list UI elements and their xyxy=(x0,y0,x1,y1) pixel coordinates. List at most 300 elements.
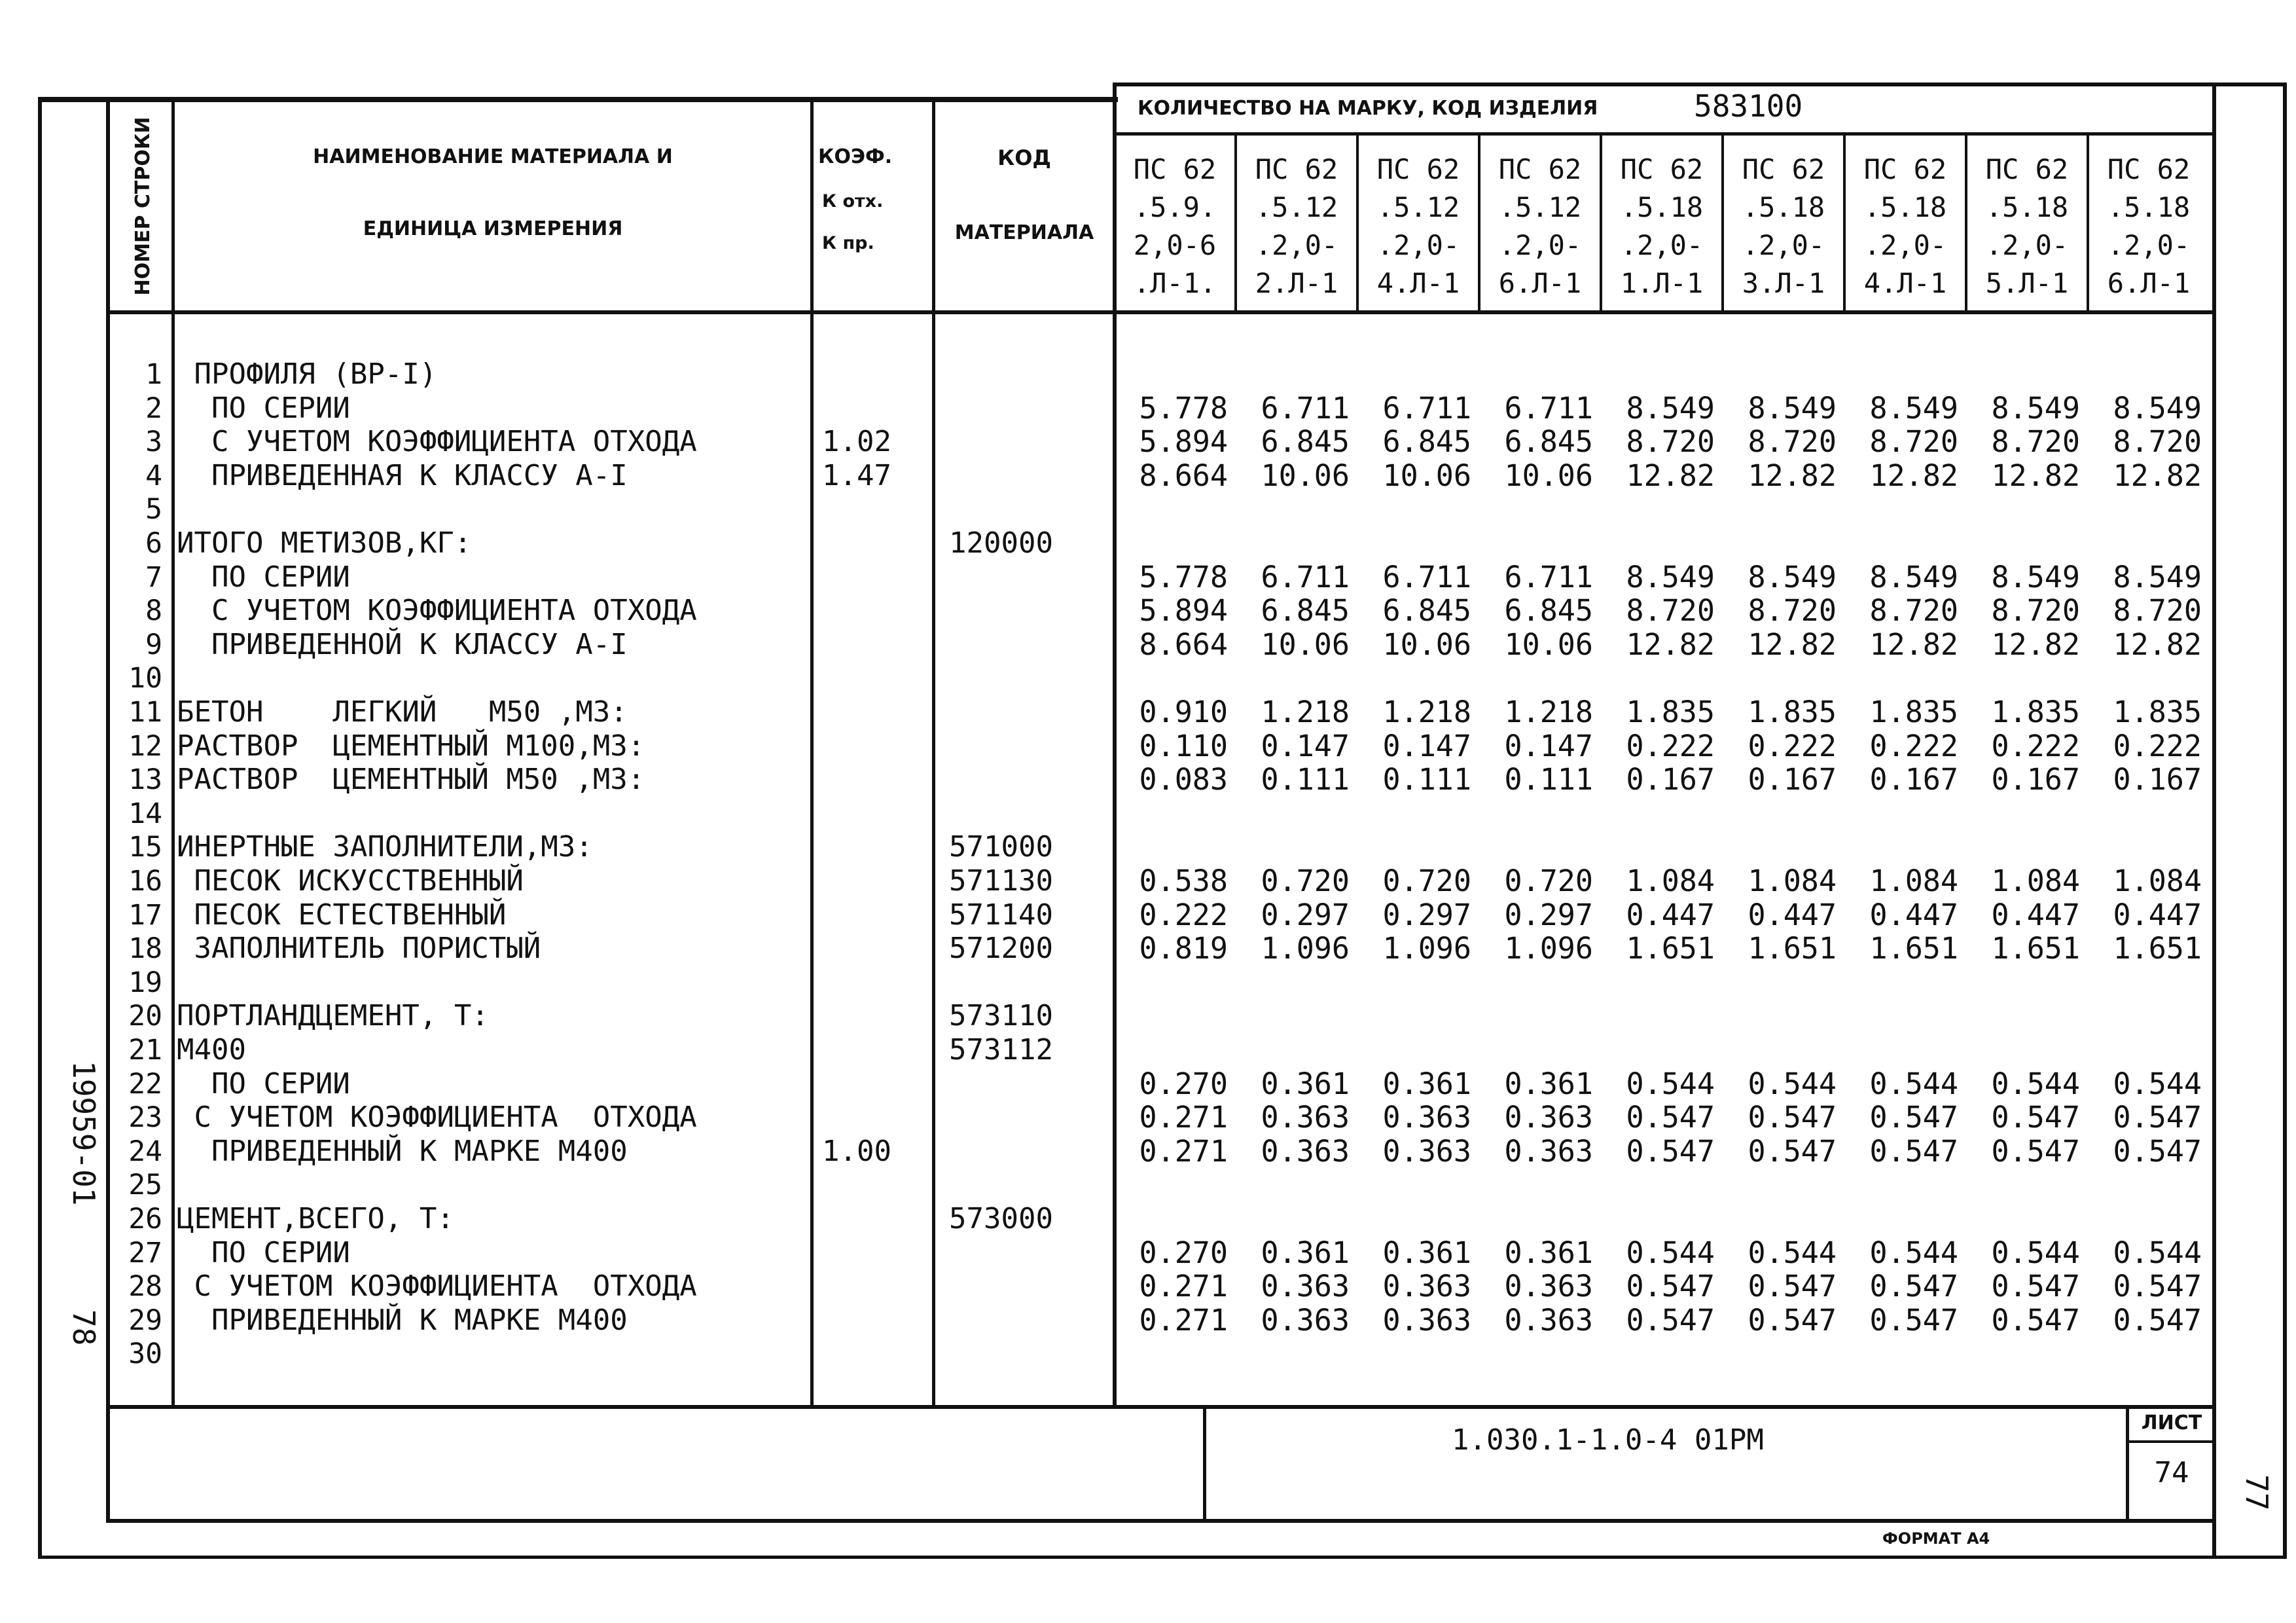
product-header-line: .2,0- xyxy=(1863,229,1947,261)
product-header-line: .2,0- xyxy=(1376,229,1460,261)
row-value: 0.222 xyxy=(2113,729,2202,763)
row-value: 1.096 xyxy=(1261,931,1350,966)
row-number: 30 xyxy=(128,1338,162,1370)
row-value: 10.06 xyxy=(1261,627,1350,662)
row-value: 0.111 xyxy=(1504,762,1593,797)
frame-top-left-stroke xyxy=(38,97,1118,102)
row-value: 6.711 xyxy=(1382,560,1471,594)
product-header-line: .5.18 xyxy=(1863,191,1947,223)
product-header-line: ПС 62 xyxy=(2107,153,2191,185)
row-value: 0.547 xyxy=(1626,1134,1715,1169)
quantity-label-underline xyxy=(1115,132,2215,136)
row-value: 0.363 xyxy=(1382,1303,1471,1338)
product-header-line: ПС 62 xyxy=(1620,153,1704,185)
row-number: 26 xyxy=(128,1203,162,1235)
row-value: 1.096 xyxy=(1382,931,1471,966)
product-header-line: ПС 62 xyxy=(1985,153,2069,185)
row-number: 16 xyxy=(128,865,162,898)
col-divider-coef xyxy=(810,102,814,1408)
row-value: 0.222 xyxy=(1991,729,2080,763)
row-name: ПРИВЕДЕННЫЙ К МАРКЕ М400 xyxy=(177,1135,628,1168)
row-value: 0.547 xyxy=(1869,1269,1958,1304)
row-material-code: 571140 xyxy=(949,898,1053,932)
row-value: 0.222 xyxy=(1139,898,1228,932)
row-value: 1.835 xyxy=(1748,695,1837,729)
row-value: 0.361 xyxy=(1382,1067,1471,1101)
row-value: 0.222 xyxy=(1748,729,1837,763)
row-number: 13 xyxy=(128,763,162,796)
product-header-line: .2,0- xyxy=(1742,229,1825,261)
row-value: 0.222 xyxy=(1626,729,1715,763)
row-value: 0.111 xyxy=(1382,762,1471,797)
row-number: 3 xyxy=(145,426,162,458)
row-value: 8.720 xyxy=(1626,424,1715,459)
row-value: 8.549 xyxy=(1991,560,2080,594)
row-value: 0.547 xyxy=(1869,1100,1958,1135)
prod-divider-8 xyxy=(2087,134,2089,312)
row-value: 12.82 xyxy=(2113,627,2202,662)
row-name: С УЧЕТОМ КОЭФФИЦИЕНТА ОТХОДА xyxy=(177,594,697,627)
code-header-line1: КОД xyxy=(997,145,1051,170)
row-name: ПО СЕРИИ xyxy=(177,560,350,594)
row-value: 0.167 xyxy=(1991,762,2080,797)
row-value: 8.549 xyxy=(1869,560,1958,594)
format-label: ФОРМАТ А4 xyxy=(1882,1529,1990,1548)
row-value: 0.271 xyxy=(1139,1100,1228,1135)
row-name: ИНЕРТНЫЕ ЗАПОЛНИТЕЛИ,М3: xyxy=(177,830,593,864)
row-number: 19 xyxy=(128,966,162,999)
row-value: 6.711 xyxy=(1261,391,1350,426)
row-value: 0.544 xyxy=(2113,1235,2202,1270)
row-value: 0.270 xyxy=(1139,1067,1228,1101)
row-value: 1.835 xyxy=(1869,695,1958,729)
row-value: 5.894 xyxy=(1139,424,1228,459)
side-number-left-bottom: 78 xyxy=(66,1309,101,1346)
col-divider-code xyxy=(932,102,935,1408)
product-code: 583100 xyxy=(1694,88,1803,124)
row-number: 25 xyxy=(128,1169,162,1201)
row-number: 14 xyxy=(128,797,162,830)
row-value: 6.845 xyxy=(1261,593,1350,628)
product-header-line: ПС 62 xyxy=(1863,153,1947,185)
row-value: 8.549 xyxy=(2113,391,2202,426)
row-value: 8.720 xyxy=(1748,424,1837,459)
row-value: 10.06 xyxy=(1382,627,1471,662)
row-value: 0.544 xyxy=(1748,1235,1837,1270)
row-value: 0.547 xyxy=(1991,1134,2080,1169)
row-value: 6.845 xyxy=(1382,424,1471,459)
header-bottom-rule xyxy=(106,310,2215,314)
row-number: 5 xyxy=(145,493,162,526)
row-value: 8.549 xyxy=(1626,560,1715,594)
product-header-line: .2,0- xyxy=(1498,229,1582,261)
row-value: 1.835 xyxy=(1991,695,2080,729)
row-value: 1.651 xyxy=(1626,931,1715,966)
row-value: 0.361 xyxy=(1261,1235,1350,1270)
row-number: 2 xyxy=(145,392,162,425)
row-material-code: 573112 xyxy=(949,1033,1053,1067)
product-header-line: .5.18 xyxy=(2107,191,2191,223)
row-name: С УЧЕТОМ КОЭФФИЦИЕНТА ОТХОДА xyxy=(177,1269,697,1303)
product-header-line: 3.Л-1 xyxy=(1742,267,1825,299)
row-coefficient: 1.02 xyxy=(822,425,891,458)
product-header-line: .5.9. xyxy=(1133,191,1217,223)
product-header-line: .2,0- xyxy=(1255,229,1338,261)
row-material-code: 571130 xyxy=(949,864,1053,898)
row-value: 0.720 xyxy=(1504,864,1593,898)
row-value: 0.167 xyxy=(1869,762,1958,797)
row-name: С УЧЕТОМ КОЭФФИЦИЕНТА ОТХОДА xyxy=(177,1101,697,1134)
row-coefficient: 1.47 xyxy=(822,459,891,492)
row-value: 12.82 xyxy=(2113,458,2202,493)
row-number: 21 xyxy=(128,1034,162,1067)
product-header-9 xyxy=(2090,151,2207,302)
row-value: 0.111 xyxy=(1261,762,1350,797)
product-header-2 xyxy=(1238,151,1355,302)
frame-right-outer xyxy=(2283,82,2287,1558)
row-value: 0.363 xyxy=(1504,1269,1593,1304)
row-number: 10 xyxy=(128,662,162,695)
row-value: 6.711 xyxy=(1261,560,1350,594)
product-header-7 xyxy=(1847,151,1964,302)
code-header-line2: МАТЕРИАЛА xyxy=(954,221,1094,244)
material-name-header-line2: ЕДИНИЦА ИЗМЕРЕНИЯ xyxy=(363,217,623,240)
row-value: 1.084 xyxy=(1748,864,1837,898)
row-value: 1.084 xyxy=(1626,864,1715,898)
col-divider-name xyxy=(171,102,175,1408)
row-coefficient: 1.00 xyxy=(822,1135,891,1168)
row-value: 1.835 xyxy=(2113,695,2202,729)
frame-right-inner xyxy=(2212,85,2216,1558)
row-value: 0.297 xyxy=(1382,898,1471,932)
row-value: 8.720 xyxy=(2113,593,2202,628)
product-header-line: 2.Л-1 xyxy=(1255,267,1338,299)
row-value: 8.720 xyxy=(2113,424,2202,459)
row-material-code: 120000 xyxy=(949,526,1053,560)
row-value: 8.720 xyxy=(1626,593,1715,628)
row-name: С УЧЕТОМ КОЭФФИЦИЕНТА ОТХОДА xyxy=(177,425,697,458)
row-value: 0.361 xyxy=(1382,1235,1471,1270)
stamp-bottom-rule xyxy=(106,1519,2215,1523)
row-value: 1.651 xyxy=(2113,931,2202,966)
product-header-line: .5.12 xyxy=(1498,191,1582,223)
row-value: 10.06 xyxy=(1261,458,1350,493)
row-name: ПОРТЛАНДЦЕМЕНТ, Т: xyxy=(177,999,489,1032)
row-value: 1.084 xyxy=(1869,864,1958,898)
row-number: 17 xyxy=(128,899,162,932)
product-header-line: .5.18 xyxy=(1742,191,1825,223)
row-value: 6.711 xyxy=(1504,560,1593,594)
prod-divider-1 xyxy=(1234,134,1237,312)
row-value: 0.363 xyxy=(1382,1134,1471,1169)
prod-divider-5 xyxy=(1721,134,1724,312)
row-value: 0.547 xyxy=(1869,1303,1958,1338)
row-value: 8.549 xyxy=(1869,391,1958,426)
row-value: 10.06 xyxy=(1504,458,1593,493)
row-value: 0.363 xyxy=(1261,1100,1350,1135)
product-header-line: .5.12 xyxy=(1255,191,1338,223)
row-value: 0.544 xyxy=(1991,1067,2080,1101)
row-value: 1.835 xyxy=(1626,695,1715,729)
row-value: 0.544 xyxy=(1626,1067,1715,1101)
product-header-4 xyxy=(1482,151,1598,302)
side-number-left: 19959-01 xyxy=(66,1061,101,1206)
row-value: 0.544 xyxy=(1748,1067,1837,1101)
product-header-line: 1.Л-1 xyxy=(1620,267,1704,299)
frame-left-outer xyxy=(38,97,42,1558)
row-number: 24 xyxy=(128,1135,162,1168)
row-value: 0.547 xyxy=(1748,1303,1837,1338)
row-value: 12.82 xyxy=(1991,458,2080,493)
row-number: 12 xyxy=(128,730,162,763)
row-value: 0.547 xyxy=(1748,1134,1837,1169)
row-value: 0.147 xyxy=(1504,729,1593,763)
row-value: 0.361 xyxy=(1504,1235,1593,1270)
row-value: 0.544 xyxy=(1869,1067,1958,1101)
product-header-line: ПС 62 xyxy=(1742,153,1825,185)
row-name: РАСТВОР ЦЕМЕНТНЫЙ М50 ,М3: xyxy=(177,763,645,796)
product-header-line: ПС 62 xyxy=(1376,153,1460,185)
row-value: 1.651 xyxy=(1991,931,2080,966)
row-value: 0.363 xyxy=(1382,1269,1471,1304)
row-value: 0.271 xyxy=(1139,1134,1228,1169)
row-value: 0.447 xyxy=(1748,898,1837,932)
row-name: ПРОФИЛЯ (ВР-I) xyxy=(177,357,437,391)
row-name: ПО СЕРИИ xyxy=(177,1067,350,1101)
row-value: 1.096 xyxy=(1504,931,1593,966)
row-value: 8.549 xyxy=(1626,391,1715,426)
row-value: 0.297 xyxy=(1504,898,1593,932)
product-header-8 xyxy=(1969,151,2085,302)
product-header-line: .5.18 xyxy=(1620,191,1704,223)
row-name: ПРИВЕДЕННОЙ К КЛАССУ А-I xyxy=(177,628,628,661)
row-number: 15 xyxy=(128,831,162,864)
row-value: 8.549 xyxy=(1991,391,2080,426)
coef-header-line2: К отх. xyxy=(822,191,884,211)
row-value: 12.82 xyxy=(1626,627,1715,662)
row-number: 20 xyxy=(128,1000,162,1032)
row-value: 0.361 xyxy=(1504,1067,1593,1101)
row-value: 8.549 xyxy=(1748,391,1837,426)
row-value: 10.06 xyxy=(1504,627,1593,662)
frame-bottom-outer xyxy=(38,1556,2287,1559)
side-number-right: 77 xyxy=(2239,1474,2274,1511)
row-value: 8.720 xyxy=(1869,593,1958,628)
product-header-line: .5.12 xyxy=(1376,191,1460,223)
row-number: 29 xyxy=(128,1304,162,1337)
row-name: ПЕСОК ИСКУССТВЕННЫЙ xyxy=(177,864,524,898)
row-value: 0.547 xyxy=(2113,1100,2202,1135)
row-value: 0.547 xyxy=(1626,1269,1715,1304)
row-value: 1.218 xyxy=(1382,695,1471,729)
row-value: 0.720 xyxy=(1261,864,1350,898)
row-number: 8 xyxy=(145,594,162,627)
row-value: 1.651 xyxy=(1869,931,1958,966)
row-value: 0.363 xyxy=(1504,1100,1593,1135)
row-value: 0.363 xyxy=(1261,1303,1350,1338)
row-value: 0.167 xyxy=(1748,762,1837,797)
row-value: 0.222 xyxy=(1869,729,1958,763)
row-number: 6 xyxy=(145,527,162,560)
quantity-header-label: КОЛИЧЕСТВО НА МАРКУ, КОД ИЗДЕЛИЯ xyxy=(1138,97,1598,120)
prod-divider-7 xyxy=(1965,134,1967,312)
row-value: 0.544 xyxy=(1869,1235,1958,1270)
product-header-line: .2,0- xyxy=(2107,229,2191,261)
row-value: 0.720 xyxy=(1382,864,1471,898)
row-name: ПРИВЕДЕННЫЙ К МАРКЕ М400 xyxy=(177,1304,628,1337)
coef-header-line1: КОЭФ. xyxy=(818,145,893,168)
row-material-code: 571200 xyxy=(949,932,1053,965)
row-number: 22 xyxy=(128,1068,162,1101)
row-number: 28 xyxy=(128,1270,162,1303)
row-value: 0.447 xyxy=(1869,898,1958,932)
row-value: 1.218 xyxy=(1261,695,1350,729)
row-number: 4 xyxy=(145,460,162,492)
row-value: 0.147 xyxy=(1382,729,1471,763)
row-value: 12.82 xyxy=(1991,627,2080,662)
product-header-line: 5.Л-1 xyxy=(1985,267,2069,299)
product-header-line: 4.Л-1 xyxy=(1863,267,1947,299)
sheet-box-mid xyxy=(2126,1440,2215,1443)
row-material-code: 571000 xyxy=(949,830,1053,864)
row-value: 5.778 xyxy=(1139,391,1228,426)
document-code: 1.030.1-1.0-4 01РМ xyxy=(1452,1423,1764,1457)
product-header-3 xyxy=(1360,151,1477,302)
row-value: 0.547 xyxy=(2113,1269,2202,1304)
row-value: 8.664 xyxy=(1139,627,1228,662)
row-value: 0.363 xyxy=(1382,1100,1471,1135)
row-value: 6.845 xyxy=(1504,593,1593,628)
product-header-line: .5.18 xyxy=(1985,191,2069,223)
row-value: 0.538 xyxy=(1139,864,1228,898)
row-value: 10.06 xyxy=(1382,458,1471,493)
row-number: 27 xyxy=(128,1237,162,1269)
stamp-divider xyxy=(1203,1405,1206,1522)
row-value: 8.549 xyxy=(1748,560,1837,594)
row-value: 8.549 xyxy=(2113,560,2202,594)
row-number-header: НОМЕР СТРОКИ xyxy=(132,117,154,296)
row-value: 12.82 xyxy=(1869,458,1958,493)
row-value: 0.547 xyxy=(1626,1100,1715,1135)
row-name: ИТОГО МЕТИЗОВ,КГ: xyxy=(177,526,472,560)
sheet-label: ЛИСТ xyxy=(2141,1412,2202,1434)
table-bottom-rule xyxy=(106,1405,2215,1409)
row-value: 0.270 xyxy=(1139,1235,1228,1270)
row-value: 6.845 xyxy=(1261,424,1350,459)
row-value: 12.82 xyxy=(1626,458,1715,493)
row-value: 8.720 xyxy=(1991,593,2080,628)
row-name: БЕТОН ЛЕГКИЙ М50 ,М3: xyxy=(177,695,628,729)
row-value: 0.447 xyxy=(2113,898,2202,932)
row-value: 6.845 xyxy=(1504,424,1593,459)
frame-top-right-stroke xyxy=(1113,82,2284,86)
row-material-code: 573000 xyxy=(949,1202,1053,1235)
row-number: 9 xyxy=(145,629,162,661)
product-header-5 xyxy=(1604,151,1720,302)
row-value: 0.271 xyxy=(1139,1269,1228,1304)
row-value: 0.547 xyxy=(2113,1134,2202,1169)
row-number: 23 xyxy=(128,1101,162,1134)
row-name: ПРИВЕДЕННАЯ К КЛАССУ А-I xyxy=(177,459,628,492)
row-value: 0.447 xyxy=(1991,898,2080,932)
row-value: 0.910 xyxy=(1139,695,1228,729)
row-value: 5.894 xyxy=(1139,593,1228,628)
row-value: 0.147 xyxy=(1261,729,1350,763)
row-value: 0.819 xyxy=(1139,931,1228,966)
product-header-6 xyxy=(1725,151,1842,302)
row-value: 0.167 xyxy=(2113,762,2202,797)
row-number: 7 xyxy=(145,561,162,594)
row-name: М400 xyxy=(177,1033,246,1067)
row-value: 5.778 xyxy=(1139,560,1228,594)
row-value: 0.547 xyxy=(1991,1303,2080,1338)
row-value: 0.547 xyxy=(1869,1134,1958,1169)
row-value: 0.363 xyxy=(1504,1303,1593,1338)
product-header-line: 4.Л-1 xyxy=(1376,267,1460,299)
row-value: 0.297 xyxy=(1261,898,1350,932)
prod-divider-2 xyxy=(1356,134,1359,312)
prod-divider-3 xyxy=(1478,134,1480,312)
row-value: 8.720 xyxy=(1748,593,1837,628)
row-value: 0.363 xyxy=(1261,1134,1350,1169)
row-number: 1 xyxy=(145,358,162,391)
product-header-1 xyxy=(1117,151,1233,302)
row-number: 11 xyxy=(128,696,162,729)
material-name-header-line1: НАИМЕНОВАНИЕ МАТЕРИАЛА И xyxy=(313,145,673,168)
row-number: 18 xyxy=(128,932,162,965)
row-value: 0.271 xyxy=(1139,1303,1228,1338)
row-value: 0.547 xyxy=(1991,1100,2080,1135)
row-value: 0.167 xyxy=(1626,762,1715,797)
prod-divider-4 xyxy=(1600,134,1602,312)
row-name: ПО СЕРИИ xyxy=(177,1236,350,1269)
row-value: 1.084 xyxy=(2113,864,2202,898)
row-value: 0.110 xyxy=(1139,729,1228,763)
row-value: 0.447 xyxy=(1626,898,1715,932)
row-name: ПЕСОК ЕСТЕСТВЕННЫЙ xyxy=(177,898,507,932)
product-header-line: ПС 62 xyxy=(1498,153,1582,185)
row-value: 6.845 xyxy=(1382,593,1471,628)
row-value: 0.361 xyxy=(1261,1067,1350,1101)
product-header-line: 6.Л-1 xyxy=(2107,267,2191,299)
product-header-line: ПС 62 xyxy=(1133,153,1217,185)
row-value: 12.82 xyxy=(1748,627,1837,662)
row-name: ПО СЕРИИ xyxy=(177,392,350,425)
row-value: 0.547 xyxy=(1991,1269,2080,1304)
row-value: 0.083 xyxy=(1139,762,1228,797)
row-value: 0.547 xyxy=(2113,1303,2202,1338)
row-value: 0.363 xyxy=(1504,1134,1593,1169)
row-value: 8.720 xyxy=(1991,424,2080,459)
row-value: 8.664 xyxy=(1139,458,1228,493)
row-value: 0.544 xyxy=(1626,1235,1715,1270)
row-value: 0.547 xyxy=(1748,1100,1837,1135)
row-value: 1.218 xyxy=(1504,695,1593,729)
row-value: 6.711 xyxy=(1382,391,1471,426)
row-value: 0.547 xyxy=(1748,1269,1837,1304)
product-header-line: ПС 62 xyxy=(1255,153,1338,185)
row-value: 0.547 xyxy=(1626,1303,1715,1338)
row-value: 12.82 xyxy=(1748,458,1837,493)
row-name: ЦЕМЕНТ,ВСЕГО, Т: xyxy=(177,1202,454,1235)
product-header-line: .2,0- xyxy=(1985,229,2069,261)
coef-header-line3: К пр. xyxy=(822,233,874,253)
product-header-line: 6.Л-1 xyxy=(1498,267,1582,299)
product-header-line: .2,0- xyxy=(1620,229,1704,261)
row-value: 8.720 xyxy=(1869,424,1958,459)
row-value: 1.084 xyxy=(1991,864,2080,898)
row-name: ЗАПОЛНИТЕЛЬ ПОРИСТЫЙ xyxy=(177,932,541,965)
